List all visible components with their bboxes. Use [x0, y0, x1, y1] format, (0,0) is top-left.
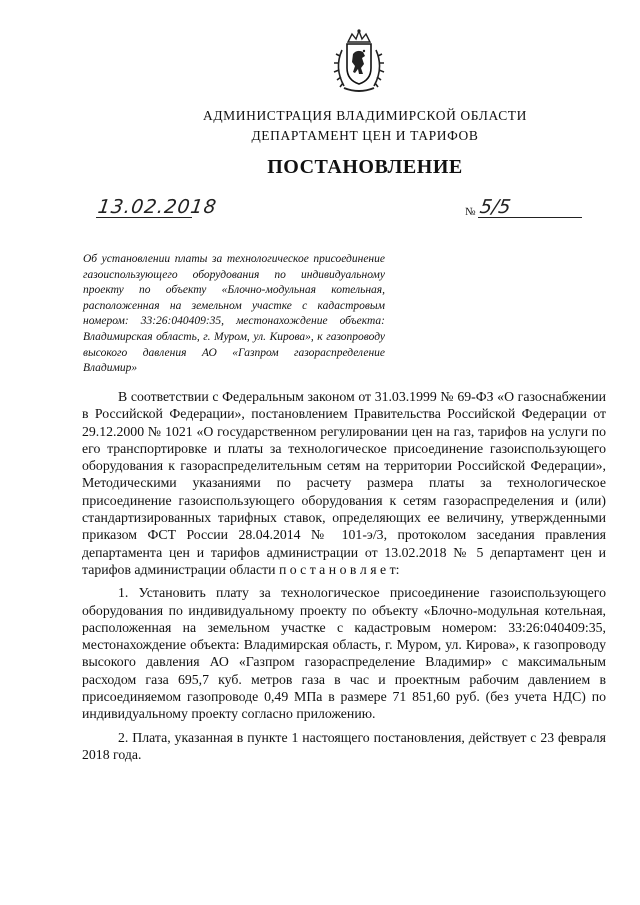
document-body: [82, 388, 606, 769]
document-number: 5/5: [478, 196, 513, 218]
date-underline: [96, 217, 192, 218]
clause-2-paragraph: 2. Плата, указанная в пункте 1 настоящего постановления, действует с 23 февраля 2018 года.: [82, 729, 606, 762]
number-underline: [478, 217, 582, 218]
preamble-paragraph: В соответствии с Федеральным законом от 31.03.1999 № 69-ФЗ «О газоснабжении в Российской Федерации», постановлением Правительства Российской Федерации от 29.12.2000 № 1021 «О государственном регулировании цен на газ, тарифов на услуги по его транспортировке и платы за технологическое присоединение газоиспользующего оборудования к газораспределительным сетям на территории Российской Федерации», Методическими указаниями по расчету размера платы за технологическое присоединение газоиспользующего оборудования к сетям газораспределения и (или) стандартизированных тарифных ставок, определяющих ее величину, утвержденными приказом ФСТ России 28.04.2014 № 101-э/3, протоколом заседания правления департамента цен и тарифов администрации от 13.02.2018 № 5 департамент цен и тарифов администрации области п о с т а н о в л я е т:: [82, 389, 606, 577]
coat-of-arms-emblem: [330, 28, 388, 96]
document-subject: Об установлении платы за технологическое присоединение газоиспользующего оборудования по индивидуальному проекту по объекту «Блочно-модульная котельная, расположенная на земельном участке с кадастровым номером: 33:26:040409:35, местонахождение объекта: Владимирская область, г. Муром, ул. Кирова», к газопроводу высокого давления АО «Газпром газораспределение Владимир»: [83, 253, 385, 375]
number-label: №: [465, 206, 476, 218]
organization-name: АДМИНИСТРАЦИЯ ВЛАДИМИРСКОЙ ОБЛАСТИ: [203, 108, 527, 123]
clause-1-paragraph: 1. Установить плату за технологическое присоединение газоиспользующего оборудования по индивидуальному проекту по объекту «Блочно-модульная котельная, расположенная на земельном участке с кадастровым номером: 33:26:040409:35, местонахождение объекта: Владимирская область, г. Муром, ул. Кирова», к газопроводу высокого давления АО «Газпром газораспределение Владимир» с максимальным расходом газа 695,7 куб. метров газа в час и проектным рабочим давлением в присоединяемом газопроводе 0,49 МПа в размере 71 851,60 руб. (без учета НДС) по индивидуальному проекту согласно приложению.: [82, 585, 606, 722]
document-title: ПОСТАНОВЛЕНИЕ: [267, 156, 463, 178]
document-date: 13.02.2018: [96, 196, 219, 218]
department-name: ДЕПАРТАМЕНТ ЦЕН И ТАРИФОВ: [251, 128, 479, 143]
